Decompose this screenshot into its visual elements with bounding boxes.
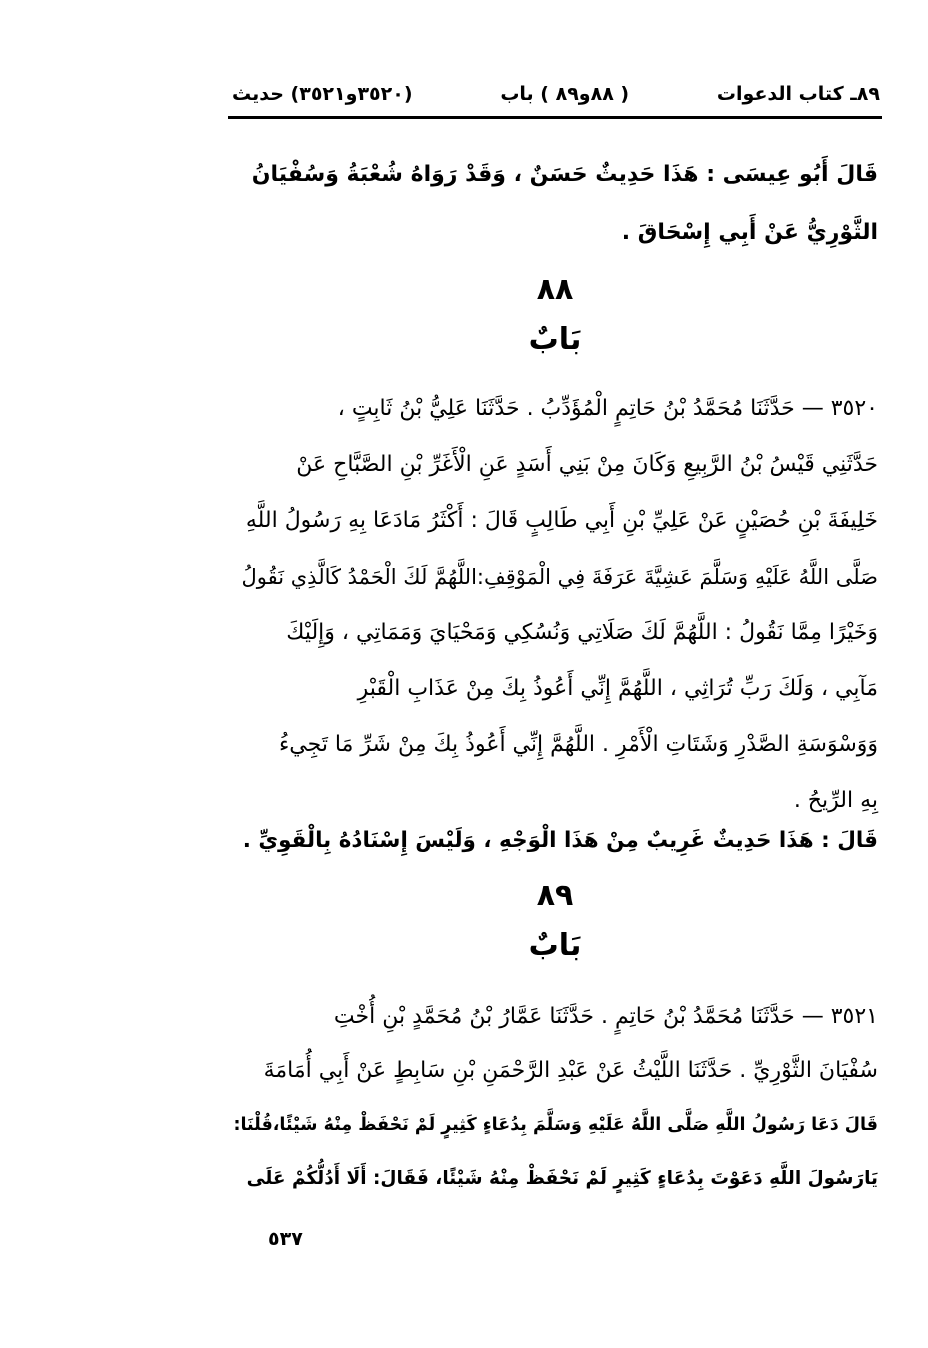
hadith-line: بِهِ الرِّيحُ . <box>793 788 878 813</box>
header-hadith-range: (٣٥٢٠و٣٥٢١) حديث <box>232 83 413 105</box>
hadith-3521 <box>232 988 878 1228</box>
hadith-3520 <box>232 380 878 850</box>
chapter-title-88: بَابٌ <box>528 322 582 357</box>
hadith-line: قَالَ دَعَا رَسُولُ اللَّهِ صَلَّى اللَّهُ عَلَيْهِ وَسَلَّمَ بِدُعَاءٍ كَثِيرٍ لَمْ نَحْفَظْ مِنْهُ شَيْئًا،قُلْنَا: <box>233 1115 878 1135</box>
intro-line: قَالَ أَبُو عِيسَى : هَذَا حَدِيثٌ حَسَنٌ ، وَقَدْ رَوَاهُ شُعْبَةُ وَسُفْيَانُ <box>251 162 878 187</box>
hadith-line: وَخَيْرًا مِمَّا نَقُولُ : اللَّهُمَّ لَكَ صَلَاتِي وَنُسُكِي وَمَحْيَايَ وَمَمَاتِي ، وَإِلَيْكَ <box>286 620 878 645</box>
chapter-number-88: ٨٨ <box>536 272 574 307</box>
page-number: ٥٣٧ <box>268 1228 303 1250</box>
hadith-line: يَارَسُولَ اللَّهِ دَعَوْتَ بِدُعَاءٍ كَثِيرٍ لَمْ نَحْفَظْ مِنْهُ شَيْئًا، فَقَالَ: أَلَا أَدُلُّكُمْ عَلَى <box>246 1168 878 1189</box>
hadith-3520-note <box>232 812 878 870</box>
hadith-line: ٣٥٢١ — حَدَّثَنَا مُحَمَّدُ بْنُ حَاتِمٍ . حَدَّثَنَا عَمَّارُ بْنُ مُحَمَّدٍ بْنِ أُخْتِ <box>333 1004 878 1029</box>
header-book-title: ٨٩ـ كتاب الدعوات <box>716 83 880 105</box>
hadith-line: حَدَّثَنِي قَيْسُ بْنُ الرَّبِيعِ وَكَانَ مِنْ بَنِي أَسَدٍ عَنِ الْأَغَرِّ بْنِ الصَّبَّاحِ عَنْ <box>296 452 878 477</box>
header-rule <box>228 116 882 119</box>
chapter-number-89: ٨٩ <box>536 878 574 913</box>
hadith-line: سُفْيَانَ الثَّوْرِيِّ . حَدَّثَنَا اللَّيْثُ عَنْ عَبْدِ الرَّحْمَنِ بْنِ سَابِطٍ عَنْ أَبِي أُمَامَةَ <box>263 1058 878 1083</box>
hadith-line: خَلِيفَةَ بْنِ حُصَيْنٍ عَنْ عَلِيِّ بْنِ أَبِي طَالِبٍ قَالَ : أَكْثَرُ مَادَعَا بِهِ رَسُولُ اللَّهِ <box>245 508 878 533</box>
hadith-line: وَوَسْوَسَةِ الصَّدْرِ وَشَتَاتِ الْأَمْرِ . اللَّهُمَّ إِنِّي أَعُوذُ بِكَ مِنْ شَرِّ مَا تَجِيءُ <box>278 732 878 757</box>
intro-line: الثَّوْرِيُّ عَنْ أَبِي إِسْحَاقَ . <box>621 220 878 245</box>
grading-note: قَالَ : هَذَا حَدِيثٌ غَرِيبٌ مِنْ هَذَا الْوَجْهِ ، وَلَيْسَ إِسْنَادُهُ بِالْقَوِيِّ . <box>242 828 878 853</box>
hadith-line: ٣٥٢٠ — حَدَّثَنَا مُحَمَّدُ بْنُ حَاتِمٍ الْمُؤَدِّبُ . حَدَّثَنَا عَلِيُّ بْنُ ثَابِتٍ ، <box>337 396 878 421</box>
chapter-title-89: بَابٌ <box>528 928 582 963</box>
hadith-line: صَلَّى اللَّهُ عَلَيْهِ وَسَلَّمَ عَشِيَّةَ عَرَفَةَ فِي الْمَوْقِفِ:اللَّهُمَّ لَكَ الْحَمْدُ كَالَّذِي نَقُولُ <box>241 565 878 589</box>
intro-paragraph <box>232 146 878 266</box>
hadith-line: مَآبِي ، وَلَكَ رَبِّ تُرَاثِي ، اللَّهُمَّ إِنِّي أَعُوذُ بِكَ مِنْ عَذَابِ الْقَبْرِ <box>357 676 878 701</box>
header-chapter: ( ٨٨و٨٩ ) باب <box>500 83 630 105</box>
running-header <box>232 74 880 114</box>
